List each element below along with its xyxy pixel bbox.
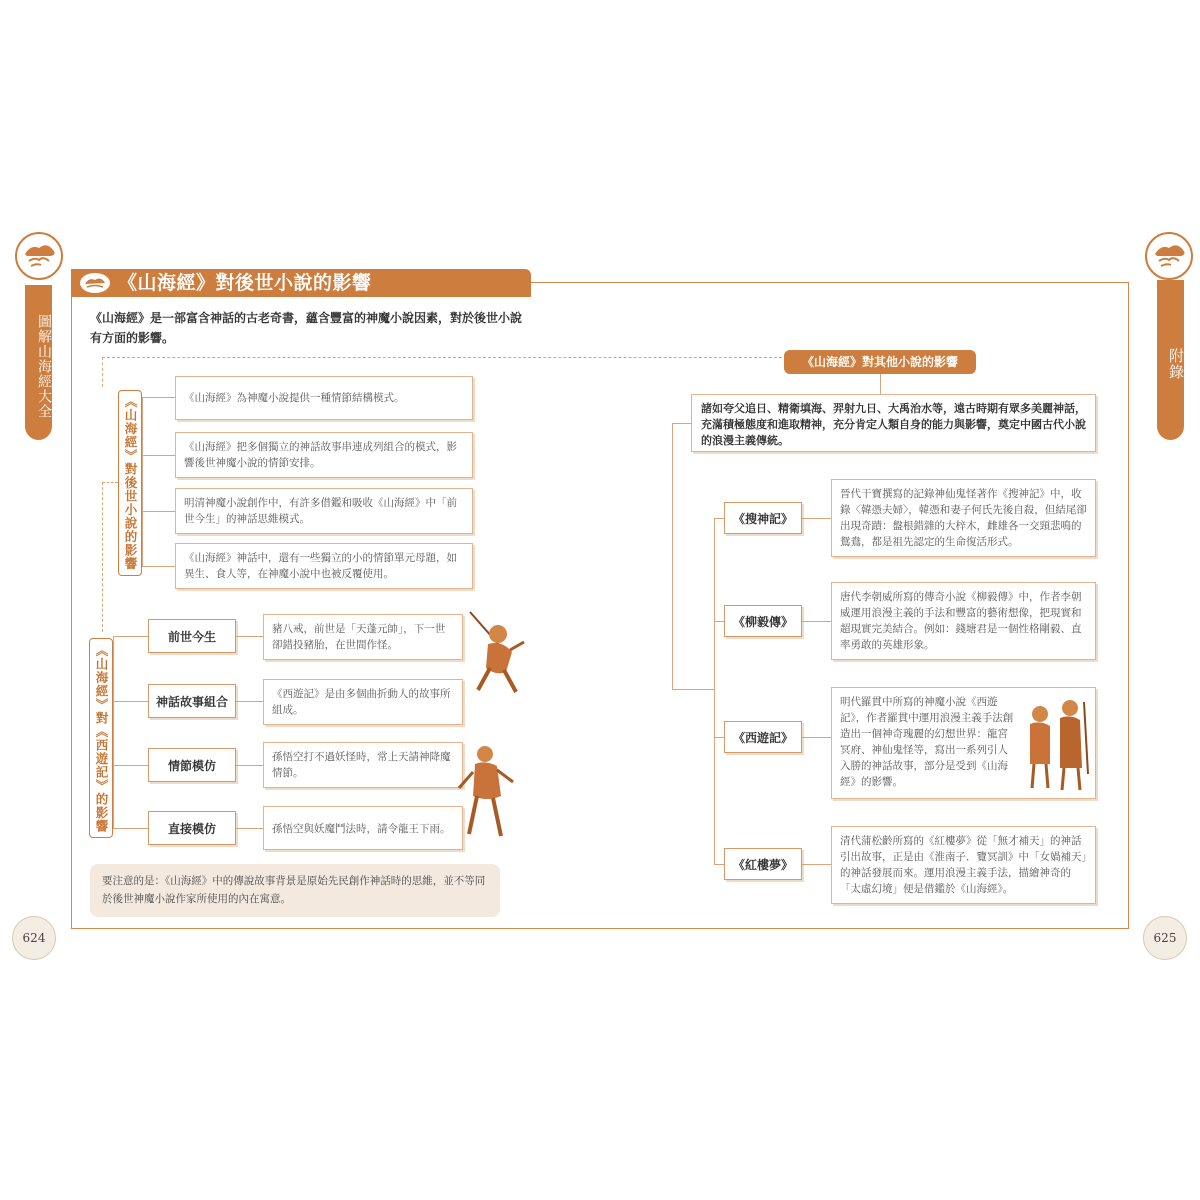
journey-label-4: 直接模仿	[148, 811, 236, 845]
connector	[236, 636, 263, 637]
connector	[880, 374, 881, 394]
connector	[142, 397, 143, 566]
journey-text-4: 孫悟空與妖魔鬥法時，請令龍王下雨。	[263, 806, 463, 850]
work-label-4: 《紅樓夢》	[724, 848, 802, 880]
connector	[236, 828, 263, 829]
page-title: 《山海經》對後世小說的影響	[118, 272, 372, 294]
journey-label-3: 情節模仿	[148, 748, 236, 782]
book-title-tab	[25, 285, 52, 440]
connector	[113, 636, 114, 828]
monkey-king-illustration-icon	[455, 742, 517, 842]
connector	[113, 765, 148, 766]
connector	[714, 621, 724, 622]
connector	[714, 518, 715, 865]
connector	[113, 828, 148, 829]
work-text-2: 唐代李朝威所寫的傳奇小說《柳毅傳》中，作者李朝威運用浪漫主義的手法和豐富的藝術想像，把現實和超現實完美結合。例如：錢塘君是一個性格剛毅、直率勇敢的英雄形象。	[831, 582, 1096, 660]
connector	[802, 737, 831, 738]
right-section-header: 《山海經》對其他小說的影響	[784, 350, 976, 374]
connector	[714, 864, 724, 865]
connector	[236, 765, 263, 766]
left-item-3: 明清神魔小說創作中，有許多借鑑和吸收《山海經》中「前世今生」的神話思維模式。	[175, 488, 473, 534]
connector	[672, 423, 673, 689]
connector	[102, 482, 103, 632]
work-label-2: 《柳毅傳》	[724, 605, 802, 637]
connector	[102, 357, 103, 387]
journey-section-label: 《山海經》對《西遊記》的影響	[89, 638, 113, 838]
connector	[142, 511, 175, 512]
left-item-4: 《山海經》神話中，還有一些獨立的小的情節單元母題，如異生、食人等，在神魔小說中也被反覆使用。	[175, 543, 473, 589]
connector	[714, 737, 724, 738]
intro-text: 《山海經》是一部富含神話的古老奇書，蘊含豐富的神魔小說因素，對於後世小說有方面的影響。	[90, 311, 523, 345]
zhu-bajie-illustration-icon	[460, 606, 528, 698]
connector	[113, 636, 148, 637]
journey-text-1: 豬八戒，前世是「天蓬元帥」，下一世卻錯投豬胎，在世間作怪。	[263, 614, 463, 660]
connector	[802, 621, 831, 622]
book-title: 圖解山海經大全	[36, 314, 52, 419]
work-text-1: 晉代干寶撰寫的記錄神仙鬼怪著作《搜神記》中，收錄〈韓憑夫婦〉，韓憑和妻子何氏先後自殺，但結尾卻出現奇蹟：盤根錯雜的大梓木，雌雄各一交頸悲鳴的鴛鴦，都是祖先認定的生命復活形式。	[831, 479, 1096, 557]
journey-group-illustration-icon	[1018, 694, 1092, 792]
connector	[102, 357, 782, 358]
page-number-left: 624	[12, 916, 56, 960]
connector	[236, 701, 263, 702]
cloud-title-icon	[78, 271, 112, 295]
left-item-2: 《山海經》把多個獨立的神話故事串連成列組合的模式，影響後世神魔小說的情節安排。	[175, 432, 473, 478]
work-text-3: 明代羅貫中所寫的神魔小說《西遊記》，作者羅貫中運用浪漫主義手法創造出一個神奇瑰麗的幻想世界：龍宮冥府、神仙鬼怪等，寫出一系列引人入勝的神話故事，部分是受到《山海經》的影響。	[831, 687, 1096, 799]
connector	[714, 518, 724, 519]
journey-label-1: 前世今生	[148, 619, 236, 653]
connector	[142, 455, 175, 456]
journey-text-2: 《西遊記》是由多個曲折動人的故事所組成。	[263, 679, 463, 725]
connector	[802, 864, 831, 865]
note-box: 要注意的是：《山海經》中的傳說故事背景是原始先民創作神話時的思維，並不等同於後世神魔小說作家所使用的內在寓意。	[90, 864, 500, 917]
work-label-3: 《西遊記》	[724, 721, 802, 753]
connector	[142, 566, 175, 567]
work-text-4: 清代蒲松齡所寫的《紅樓夢》從「無才補天」的神話引出故事，正是由《淮南子．覽冥訓》中「女媧補天」的神話發展而來。運用浪漫主義手法，描繪神奇的「太虛幻境」便是借鑑於《山海經》。	[831, 826, 1096, 904]
journey-label-2: 神話故事組合	[148, 684, 236, 718]
section-label: 附錄	[1167, 348, 1185, 380]
left-section-label: 《山海經》對後世小說的影響	[118, 390, 142, 576]
page-number-right: 625	[1143, 916, 1187, 960]
cloud-logo-icon	[1145, 232, 1193, 280]
cloud-logo-icon	[15, 232, 63, 280]
journey-text-3: 孫悟空打不過妖怪時，常上天請神降魔情節。	[263, 742, 463, 788]
right-summary: 諸如夸父追日、精衛填海、羿射九日、大禹治水等，遠古時期有眾多美麗神話，充滿積極態度和進取精神，充分肯定人類自身的能力與影響，奠定中國古代小說的浪漫主義傳統。	[691, 394, 1096, 452]
connector	[802, 518, 831, 519]
left-item-1: 《山海經》為神魔小說提供一種情節結構模式。	[175, 376, 473, 420]
connector	[142, 397, 175, 398]
connector	[113, 701, 148, 702]
work-label-1: 《搜神記》	[724, 502, 802, 534]
connector	[672, 423, 691, 424]
connector	[102, 482, 118, 483]
section-tab	[1157, 280, 1184, 440]
connector	[672, 689, 714, 690]
